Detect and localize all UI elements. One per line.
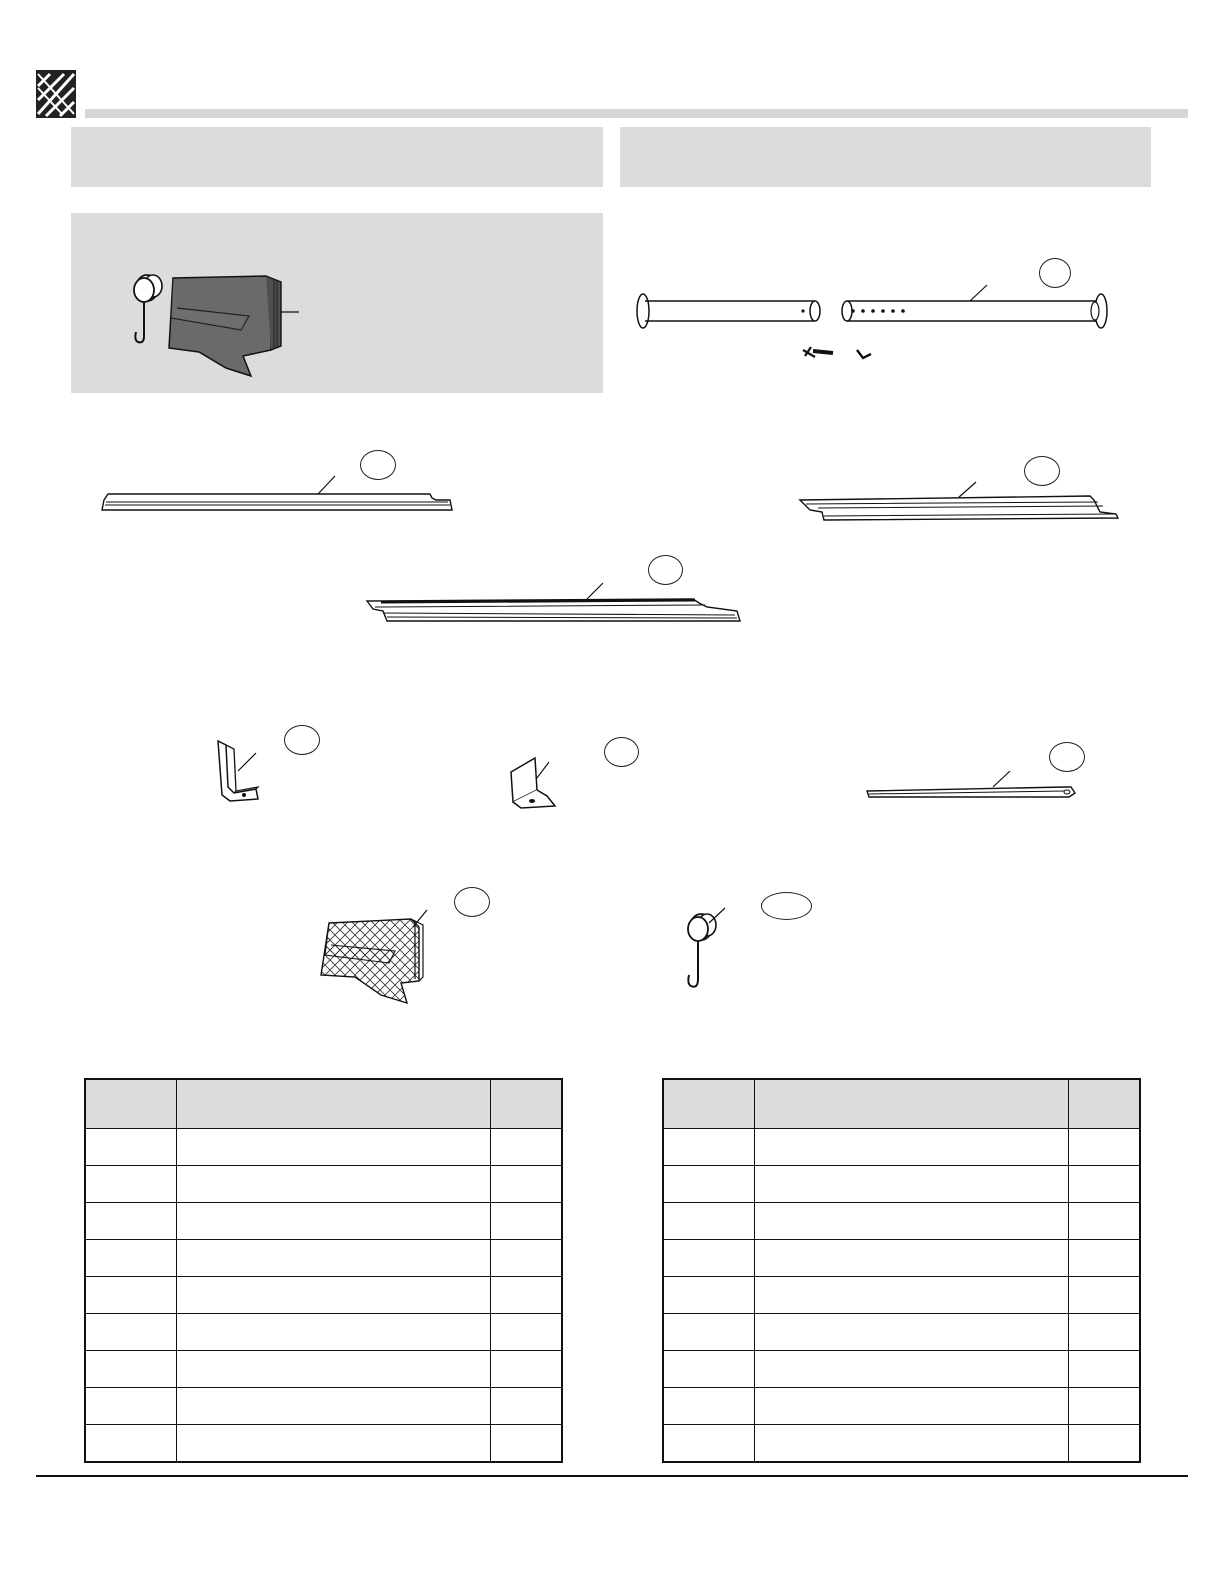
table-row: [663, 1166, 1140, 1203]
cell-qty: [1068, 1314, 1140, 1351]
cell-description: [176, 1388, 490, 1425]
rail-c-illustration: [365, 575, 750, 630]
table-row: [85, 1203, 562, 1240]
wing-bolt-icon: [803, 347, 871, 358]
cell-description: [754, 1314, 1068, 1351]
cell-key: [85, 1166, 176, 1203]
cell-qty: [1068, 1351, 1140, 1388]
cell-qty: [490, 1203, 562, 1240]
cell-qty: [1068, 1129, 1140, 1166]
cell-qty: [1068, 1388, 1140, 1425]
col-description: [754, 1079, 1068, 1129]
cell-description: [754, 1425, 1068, 1463]
cell-description: [176, 1277, 490, 1314]
table-row: [663, 1425, 1140, 1463]
cell-key: [85, 1129, 176, 1166]
col-key: [663, 1079, 754, 1129]
table-row: [85, 1166, 562, 1203]
callout-hook: [761, 892, 812, 920]
col-key: [85, 1079, 176, 1129]
angle-bracket-illustration: [505, 750, 570, 815]
cell-qty: [490, 1388, 562, 1425]
callout-rail-a: [360, 450, 396, 480]
brand-logo-icon: [36, 70, 76, 118]
tall-bracket-illustration: [210, 735, 290, 815]
cell-key: [663, 1425, 754, 1463]
hook-illustration: [685, 905, 745, 1000]
cell-description: [754, 1166, 1068, 1203]
cell-key: [85, 1240, 176, 1277]
callout-rail-b: [1024, 456, 1060, 486]
header-rule: [85, 109, 1188, 118]
cell-description: [754, 1203, 1068, 1240]
cell-qty: [490, 1314, 562, 1351]
cell-key: [663, 1203, 754, 1240]
table-row: [85, 1129, 562, 1166]
cell-key: [663, 1129, 754, 1166]
table-row: [663, 1388, 1140, 1425]
cell-qty: [490, 1166, 562, 1203]
cell-qty: [490, 1240, 562, 1277]
table-row: [85, 1240, 562, 1277]
table-row: [85, 1314, 562, 1351]
hook-icon: [134, 275, 162, 342]
rail-a-illustration: [100, 470, 455, 520]
cell-key: [663, 1240, 754, 1277]
cell-description: [754, 1129, 1068, 1166]
cell-key: [663, 1277, 754, 1314]
cell-qty: [1068, 1240, 1140, 1277]
cell-key: [663, 1166, 754, 1203]
cell-qty: [1068, 1425, 1140, 1463]
cell-description: [754, 1277, 1068, 1314]
cell-description: [176, 1166, 490, 1203]
callout-net-package: [454, 887, 490, 917]
parts-table-left: [84, 1078, 563, 1463]
tent-package-illustration: [131, 268, 381, 378]
callout-rail-c: [648, 555, 683, 585]
table-row: [663, 1351, 1140, 1388]
cell-qty: [490, 1425, 562, 1463]
cell-key: [85, 1351, 176, 1388]
cell-qty: [1068, 1203, 1140, 1240]
footer-rule: [36, 1475, 1188, 1477]
cell-qty: [1068, 1166, 1140, 1203]
cell-description: [754, 1388, 1068, 1425]
cell-qty: [490, 1129, 562, 1166]
flat-bar-illustration: [865, 765, 1090, 805]
parts-table-right: [662, 1078, 1141, 1463]
cell-key: [85, 1277, 176, 1314]
cell-key: [85, 1425, 176, 1463]
callout-rod: [1039, 258, 1071, 288]
net-package-illustration: [315, 905, 440, 1005]
table-row: [663, 1314, 1140, 1351]
cell-qty: [1068, 1277, 1140, 1314]
cell-qty: [490, 1351, 562, 1388]
rail-b-illustration: [798, 470, 1123, 530]
cell-key: [85, 1314, 176, 1351]
col-qty: [490, 1079, 562, 1129]
cell-description: [176, 1425, 490, 1463]
cell-description: [754, 1351, 1068, 1388]
cell-description: [176, 1351, 490, 1388]
table-row: [85, 1388, 562, 1425]
col-qty: [1068, 1079, 1140, 1129]
cell-description: [176, 1129, 490, 1166]
table-row: [663, 1203, 1140, 1240]
cell-description: [176, 1314, 490, 1351]
note-panel: [71, 213, 603, 393]
cell-key: [663, 1351, 754, 1388]
callout-angle-bracket: [604, 737, 639, 767]
cell-key: [85, 1203, 176, 1240]
cell-description: [176, 1203, 490, 1240]
left-section-heading: [71, 127, 603, 187]
table-row: [85, 1351, 562, 1388]
cell-key: [663, 1388, 754, 1425]
col-description: [176, 1079, 490, 1129]
cell-description: [754, 1240, 1068, 1277]
cell-key: [663, 1314, 754, 1351]
table-row: [663, 1240, 1140, 1277]
cell-key: [85, 1388, 176, 1425]
table-row: [663, 1277, 1140, 1314]
cell-qty: [490, 1277, 562, 1314]
table-row: [663, 1129, 1140, 1166]
right-section-heading: [620, 127, 1151, 187]
cell-description: [176, 1240, 490, 1277]
callout-tall-bracket: [284, 725, 320, 755]
table-row: [85, 1425, 562, 1463]
callout-flat-bar: [1049, 742, 1085, 772]
table-row: [85, 1277, 562, 1314]
